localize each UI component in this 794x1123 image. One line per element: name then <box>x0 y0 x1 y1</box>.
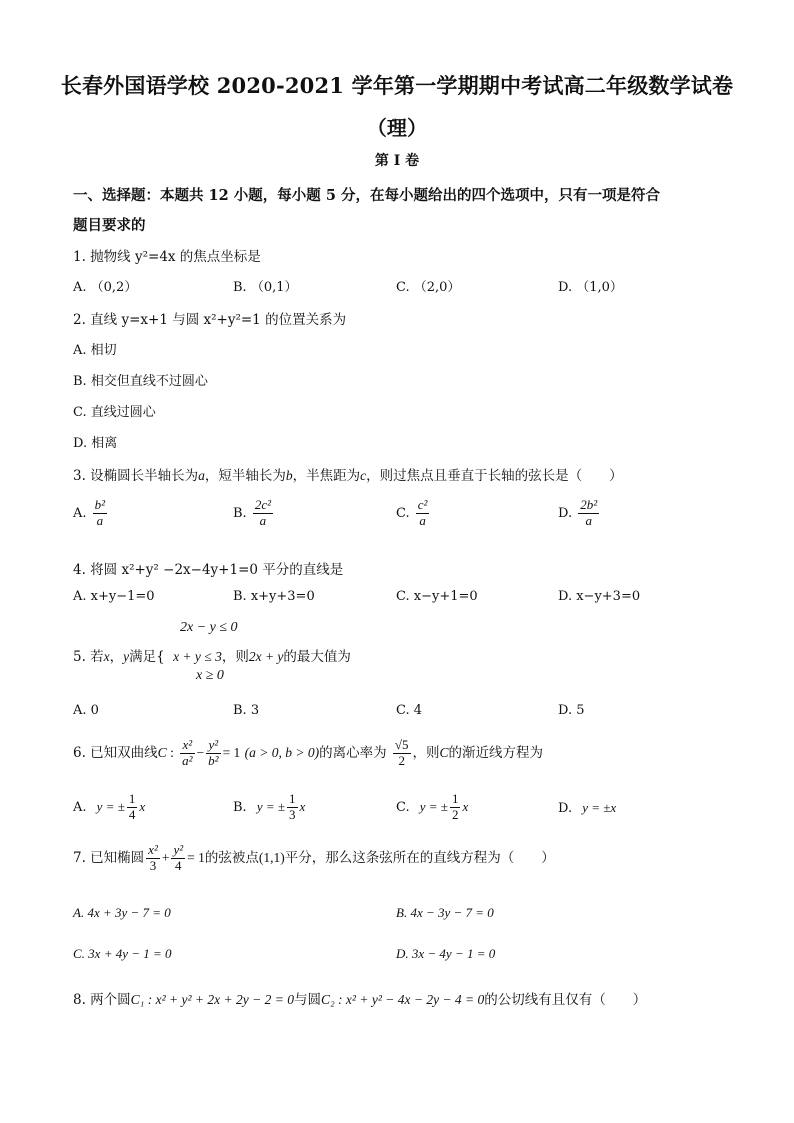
q6-text-pre: 6. 已知双曲线 <box>73 744 158 761</box>
question-5-stem <box>73 645 351 665</box>
q6-equals: = 1 <box>222 744 241 760</box>
q5-constraint-1: 2x − y ≤ 0 <box>180 620 238 635</box>
q6-option-b <box>233 792 305 823</box>
denominator: b² <box>208 752 219 768</box>
q5-option-d: D. 5 <box>558 703 585 718</box>
q6-option-c-var: x <box>462 798 469 814</box>
q6-option-b-label: B. <box>233 799 247 815</box>
q7-text-pre: 7. 已知椭圆 <box>73 849 145 866</box>
denominator: 3 <box>289 806 296 822</box>
q8-text-post: 的公切线有且仅有（ ） <box>484 992 647 1008</box>
q5-comma: ， <box>109 649 124 665</box>
q6-minus: − <box>196 744 205 760</box>
q6-option-c-fraction <box>450 792 461 823</box>
q4-option-c: C. x−y+1=0 <box>396 589 478 604</box>
q7-fraction-y <box>171 843 185 874</box>
q6-option-a <box>73 792 145 823</box>
question-4-stem: 4. 将圆 x²+y² −2x−4y+1=0 平分的直线是 <box>73 562 344 578</box>
q3-option-b <box>233 498 275 529</box>
q2-option-c: C. 直线过圆心 <box>73 405 156 420</box>
q4-option-a: A. x+y−1=0 <box>73 589 155 604</box>
q7-text-post: 平分，那么这条弦所在的直线方程为（ ） <box>284 849 555 866</box>
q3-option-d-label: D. <box>558 505 573 521</box>
q8-text-pre: 8. 两个圆 <box>73 992 131 1008</box>
q7-equals: = 1 <box>187 849 205 865</box>
q5-var-y: y <box>123 649 130 664</box>
q6-option-d <box>558 800 616 816</box>
numerator: b² <box>94 497 106 512</box>
q5-text-mid: 满足{ <box>129 649 165 665</box>
numerator: 1 <box>451 791 459 806</box>
q5-text-pre: 5. 若 <box>73 649 104 665</box>
denominator: a² <box>182 752 193 768</box>
q6-option-c-lhs: y = ± <box>419 798 448 814</box>
q3-option-d <box>558 498 601 529</box>
q3-text-3: ，半焦距为 <box>292 468 361 484</box>
q3-option-a <box>73 498 109 529</box>
q5-constraint-3: x ≥ 0 <box>196 668 224 683</box>
q6-colon: : <box>166 744 174 760</box>
q4-option-b: B. x+y+3=0 <box>233 589 315 604</box>
question-3-stem <box>73 464 623 484</box>
q7-text-mid: 的弦被点 <box>204 849 259 866</box>
question-6-stem <box>73 738 543 769</box>
q6-option-c-label: C. <box>396 799 410 815</box>
q6-option-b-fraction <box>287 792 298 823</box>
section-heading: 一、选择题：本题共 12 小题，每小题 5 分，在每小题给出的四个选项中，只有一项是符合 <box>73 187 660 204</box>
q6-text-post1: ，则 <box>412 744 440 761</box>
question-2-stem: 2. 直线 y=x+1 与圆 x²+y²=1 的位置关系为 <box>73 312 347 328</box>
q6-option-d-equation: y = ±x <box>582 800 617 815</box>
q5-text-post1: ，则 <box>221 649 249 665</box>
question-1-stem: 1. 抛物线 y²=4x 的焦点坐标是 <box>73 249 261 265</box>
section-heading-cont: 题目要求的 <box>73 217 146 234</box>
q8-text-mid: 与圆 <box>293 992 321 1008</box>
numerator: y² <box>173 842 184 857</box>
q6-option-d-label: D. <box>558 801 573 816</box>
volume-label: 第 I 卷 <box>374 153 420 169</box>
q5-option-a: A. 0 <box>73 703 99 718</box>
q2-option-d: D. 相离 <box>73 436 118 451</box>
q3-text-1: 3. 设椭圆长半轴长为 <box>73 468 199 484</box>
q8-circle-1: C₁ : x² + y² + 2x + 2y − 2 = 0 <box>130 992 294 1007</box>
q3-option-c-fraction <box>416 498 430 529</box>
q3-text-4: ，则过焦点且垂直于长轴的弦长是（ ） <box>366 468 623 484</box>
numerator: x² <box>180 738 194 754</box>
q6-option-c <box>396 792 468 823</box>
denominator: 2 <box>451 806 459 822</box>
q2-option-b: B. 相交但直线不过圆心 <box>73 374 208 389</box>
numerator: 1 <box>128 791 136 806</box>
q6-eccentricity <box>393 738 411 769</box>
q7-option-a: A. 4x + 3y − 7 = 0 <box>73 905 171 920</box>
q6-option-b-var: x <box>299 798 306 814</box>
numerator: 2b² <box>580 497 598 512</box>
q7-option-c: C. 3x + 4y − 1 = 0 <box>73 946 172 961</box>
q5-option-c: C. 4 <box>396 703 423 718</box>
denominator: a <box>585 512 592 528</box>
q3-option-c <box>396 498 431 529</box>
q6-option-a-label: A. <box>73 799 87 815</box>
denominator: a <box>259 512 267 528</box>
numerator: x² <box>148 842 158 857</box>
q6-var-c: C <box>157 744 167 760</box>
q3-var-c: c <box>360 468 367 483</box>
q3-var-b: b <box>285 468 293 483</box>
numerator: 2c² <box>254 497 271 512</box>
q3-option-a-fraction <box>93 498 107 529</box>
denominator: a <box>419 512 426 528</box>
q1-option-b: B. （0,1） <box>233 280 298 295</box>
q3-option-d-fraction <box>578 498 599 529</box>
q6-option-b-lhs: y = ± <box>256 798 286 814</box>
q1-option-d: D. （1,0） <box>558 280 623 295</box>
q3-option-b-fraction <box>253 498 273 529</box>
q3-option-b-label: B. <box>233 505 247 521</box>
q6-condition: (a > 0, b > 0) <box>244 744 320 760</box>
denominator: 4 <box>128 806 136 822</box>
q8-circle-2: C₂ : x² + y² − 4x − 2y − 4 = 0 <box>320 992 485 1007</box>
q6-fraction-x <box>180 738 194 769</box>
denominator: 2 <box>398 752 405 768</box>
q3-var-a: a <box>198 468 205 483</box>
q6-var-c-2: C <box>439 744 449 760</box>
q3-option-c-label: C. <box>396 505 410 521</box>
q3-text-2: ，短半轴长为 <box>204 468 286 484</box>
q5-var-x: x <box>103 649 110 664</box>
q7-option-d: D. 3x − 4y − 1 = 0 <box>396 946 496 961</box>
numerator: y² <box>206 738 220 754</box>
q2-option-a: A. 相切 <box>73 343 117 358</box>
q3-option-a-label: A. <box>73 505 87 521</box>
q7-fraction-x <box>146 843 160 874</box>
q7-option-b: B. 4x − 3y − 7 = 0 <box>396 905 494 920</box>
question-7-stem <box>73 843 555 874</box>
q5-constraint-2: x + y ≤ 3 <box>173 649 222 664</box>
q5-option-b: B. 3 <box>233 703 260 718</box>
q5-expression: 2x + y <box>248 649 284 664</box>
q1-option-a: A. （0,2） <box>73 280 138 295</box>
q6-option-a-lhs: y = ± <box>96 798 125 814</box>
q7-point: (1,1) <box>258 849 285 865</box>
denominator: 3 <box>149 857 157 873</box>
denominator: a <box>96 512 104 528</box>
exam-title: 长春外国语学校 2020-2021 学年第一学期期中考试高二年级数学试卷 <box>60 73 734 98</box>
q6-text-mid: 的离心率为 <box>319 744 387 761</box>
q4-option-d: D. x−y+3=0 <box>558 589 641 604</box>
numerator: √5 <box>394 737 409 752</box>
question-8-stem <box>73 988 646 1008</box>
numerator: c² <box>417 497 428 512</box>
q7-plus: + <box>161 849 170 865</box>
q1-option-c: C. （2,0） <box>396 280 461 295</box>
exam-title-subtitle: （理） <box>366 116 428 140</box>
q6-text-post2: 的渐近线方程为 <box>448 744 544 761</box>
q6-fraction-y <box>206 738 220 769</box>
q6-option-a-var: x <box>139 798 146 814</box>
q5-text-post2: 的最大值为 <box>283 649 351 665</box>
denominator: 4 <box>175 857 182 873</box>
numerator: 1 <box>289 791 296 806</box>
q6-option-a-fraction <box>127 792 138 823</box>
